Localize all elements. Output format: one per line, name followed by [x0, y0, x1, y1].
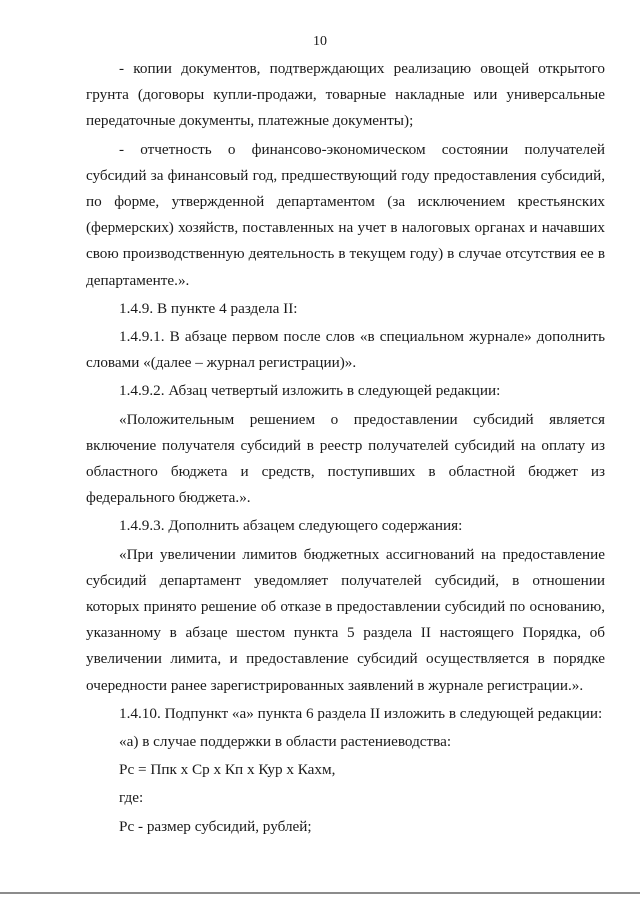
paragraph-1-4-9-1: 1.4.9.1. В абзаце первом после слов «в специальном журнале» дополнить словами «(далее – журнал регистрации)».: [86, 328, 605, 372]
paragraph-1-4-9: 1.4.9. В пункте 4 раздела II:: [119, 299, 298, 317]
paragraph-crop-support: «а) в случае поддержки в области растениеводства:: [119, 733, 452, 751]
formula: Рс = Ппк х Ср х Кп х Кур х Кахм,: [119, 761, 336, 779]
scan-bottom-edge: [0, 892, 640, 894]
formula-where: где:: [119, 789, 144, 807]
paragraph-limits-increase: «При увеличении лимитов бюджетных ассигнований на предоставление субсидий департамент уведомляет получателей субсидий, в отношении которых принято решение об отказе в предоставлении субсидий по основанию, указанному в абзаце шестом пункта 5 раздела II настоящего Порядка, об увеличении лимита, и предоставление субсидий осуществляется в порядке очередности ранее зарегистрированных заявлений в журнале регистрации.».: [86, 545, 605, 694]
paragraph-1-4-9-2: 1.4.9.2. Абзац четвертый изложить в следующей редакции:: [119, 382, 501, 400]
paragraph-positive-decision: «Положительным решением о предоставлении субсидий является включение получателя субсидий в реестр получателей субсидий на оплату из областного бюджета и средств, поступивших в областной бюджет из федерального бюджета.».: [86, 410, 605, 507]
paragraph-financial-reporting: - отчетность о финансово-экономическом состоянии получателей субсидий за финансовый год, предшествующий году предоставления субсидий, по форме, утвержденной департаментом (за исключением крестьянских (фермерских) хозяйств, поставленных на учет в налоговых органах и начавших свою производственную деятельность в текущем году) в случае отсутствия ее в департаменте.».: [86, 140, 605, 289]
paragraph-1-4-9-3: 1.4.9.3. Дополнить абзацем следующего содержания:: [119, 517, 463, 535]
paragraph-copies-of-documents: - копии документов, подтверждающих реализацию овощей открытого грунта (договоры купли-продажи, товарные накладные или универсальные передаточные документы, платежные документы);: [86, 60, 605, 130]
page-number: 10: [313, 34, 327, 49]
formula-definition-rs: Рс - размер субсидий, рублей;: [119, 817, 312, 835]
document-body: [86, 56, 605, 842]
paragraph-1-4-10: 1.4.10. Подпункт «а» пункта 6 раздела II изложить в следующей редакции:: [119, 704, 603, 722]
